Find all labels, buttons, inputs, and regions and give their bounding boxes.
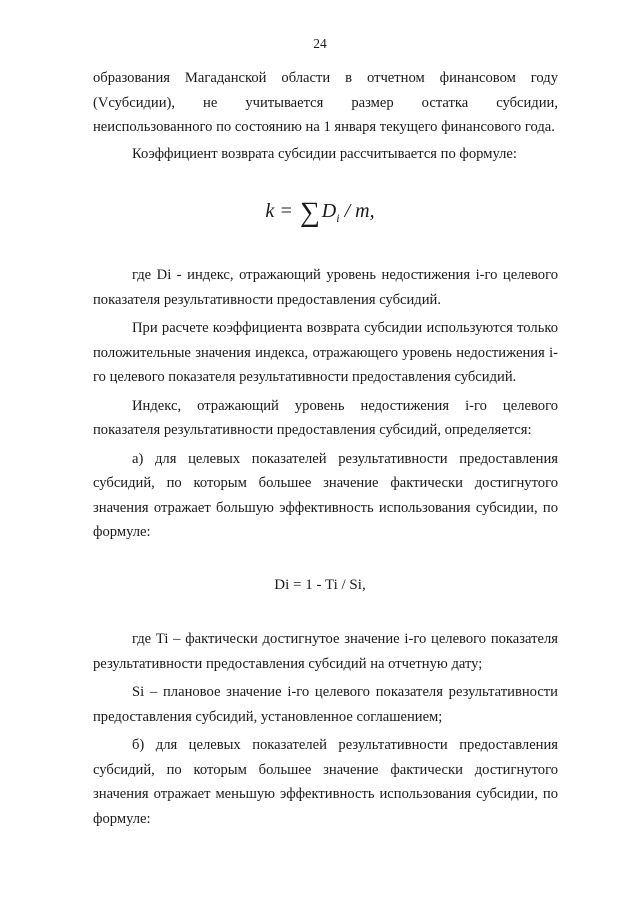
paragraph-5: Индекс, отражающий уровень недостижения i-го целевого показателя результативности предоставления субсидий, определяется: <box>93 397 558 438</box>
page-number: 24 <box>313 36 327 51</box>
sigma-symbol: ∑ <box>299 197 320 228</box>
paragraph-2: Коэффициент возврата субсидии рассчитывается по формуле: <box>132 145 517 162</box>
formula-k-rest: / m, <box>339 200 375 222</box>
formula-k-equals: = <box>274 200 298 222</box>
paragraph-6: а) для целевых показателей результативности предоставления субсидий, по которым большее значение фактически достигнутого значения отражает большую эффективность использования субсидии, по формуле: <box>93 450 558 540</box>
formula-k-variable: k <box>265 200 275 222</box>
formula-return-coefficient <box>0 197 640 229</box>
text-block-1 <box>93 66 558 166</box>
paragraph-1: образования Магаданской области в отчетном финансовом году (Vсубсидии), не учитывается размер остатка субсидии, неиспользованного по состоянию на 1 января текущего финансового года. <box>93 70 558 135</box>
paragraph-9: б) для целевых показателей результативности предоставления субсидий, по которым большее значение фактически достигнутого значения отражает меньшую эффективность использования субсидии, по формуле: <box>93 737 558 827</box>
formula-k-subscript: i <box>336 211 340 225</box>
paragraph-7: где Ti – фактически достигнутое значение i-го целевого показателя результативности предоставления субсидий на отчетную дату; <box>93 631 558 672</box>
paragraph-4: При расчете коэффициента возврата субсидии используются только положительные значения индекса, отражающего уровень недостижения i-го целевого показателя результативности предоставления субсидий. <box>93 320 558 385</box>
paragraph-8: Si – плановое значение i-го целевого показателя результативности предоставления субсидий, установленное соглашением; <box>93 684 558 725</box>
paragraph-3: где Di - индекс, отражающий уровень недостижения i-го целевого показателя результативности предоставления субсидий. <box>93 267 558 308</box>
formula-k-d: D <box>321 200 337 222</box>
text-block-3 <box>93 627 558 831</box>
formula-index-d: Di = 1 - Ti / Si, <box>274 577 366 593</box>
text-block-2 <box>93 263 558 545</box>
